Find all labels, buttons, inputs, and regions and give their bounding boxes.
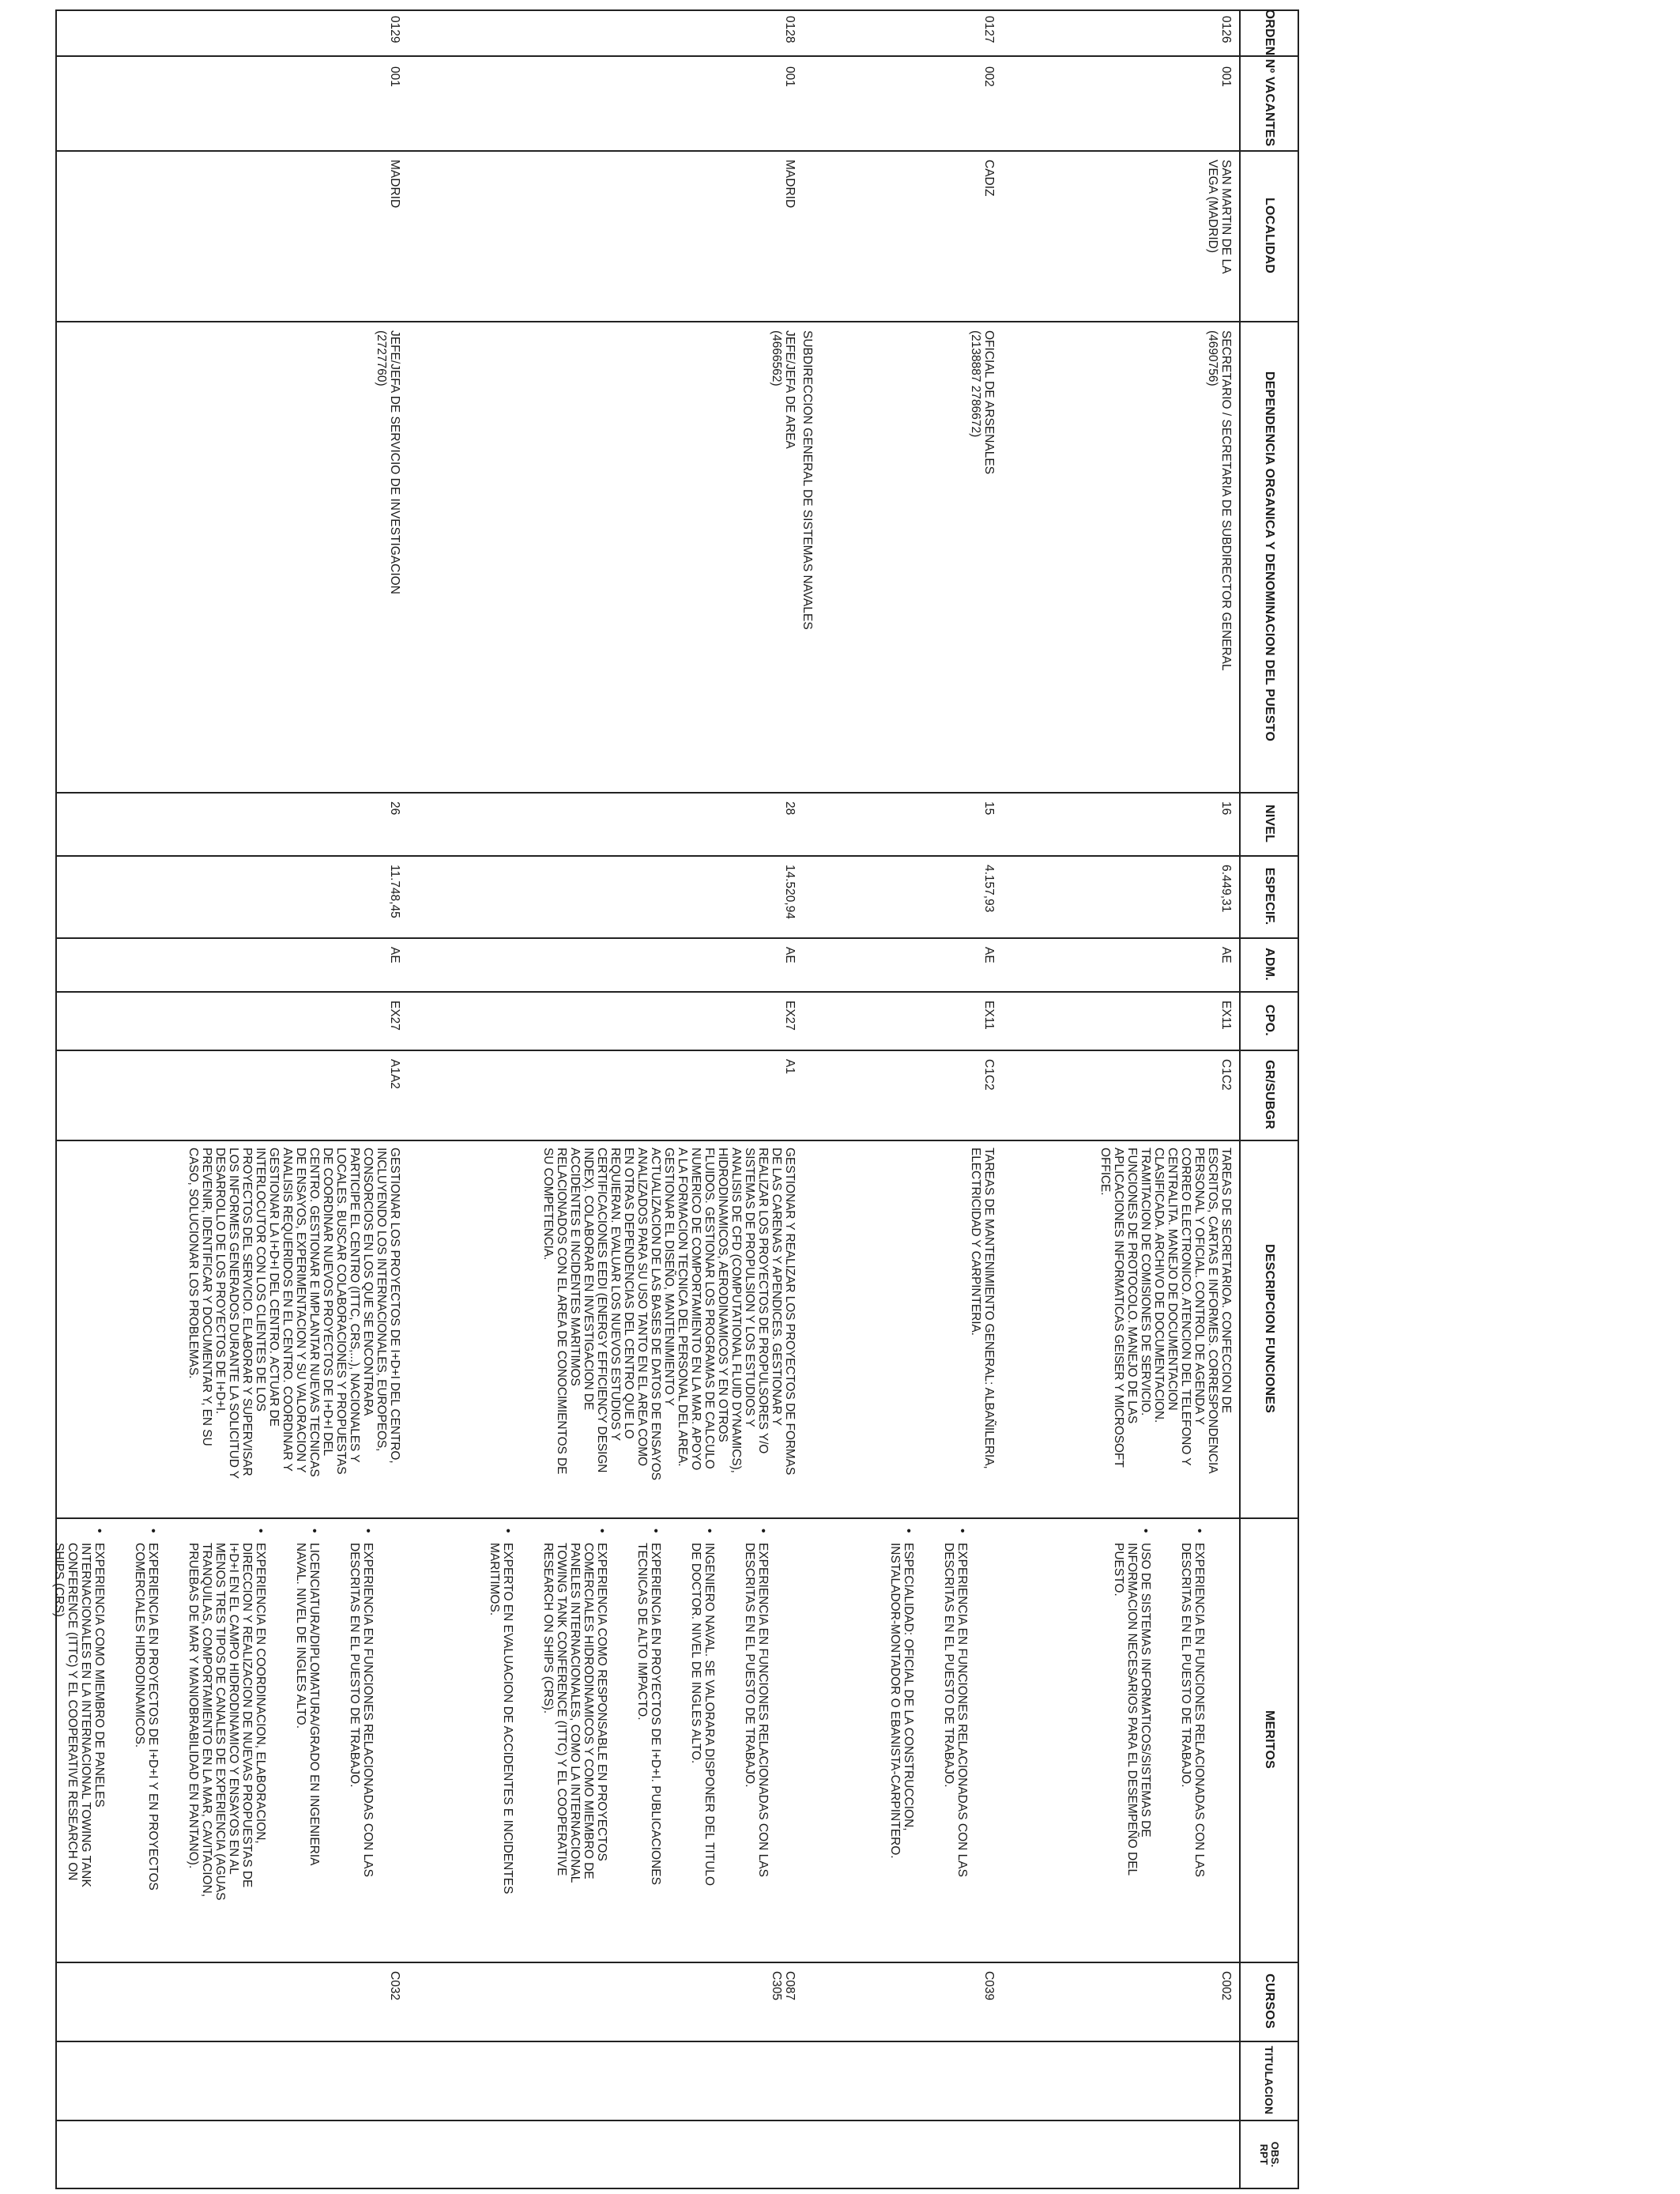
cell-cpo: EX11: [982, 1001, 996, 1030]
column-separator: [55, 991, 1299, 993]
header-funciones: DESCRIPCION FUNCIONES: [1263, 1244, 1276, 1413]
cell-nivel: 28: [783, 801, 797, 816]
column-separator: [55, 321, 1299, 322]
header-obs: OBS. RPT: [1258, 2141, 1281, 2168]
header-meritos: MERITOS: [1263, 1710, 1276, 1769]
cell-vacantes: 001: [388, 66, 401, 87]
cell-grupo: A1: [783, 1059, 797, 1074]
merito-item: • USO DE SISTEMAS INFORMATICOS/SISTEMAS DE INFORMACION NECESARIOS PARA EL DESEMPEÑO DEL PUESTO.: [1112, 1525, 1152, 1958]
header-vacantes: Nº VACANTES: [1263, 58, 1276, 147]
column-separator: [55, 855, 1299, 857]
cell-adm: AE: [982, 947, 996, 963]
header-nivel: NIVEL: [1263, 804, 1276, 843]
section-heading: SUBDIRECCION GENERAL DE SISTEMAS NAVALES: [800, 330, 814, 630]
cell-meritos: [461, 1525, 797, 1958]
table-header: [1239, 9, 1299, 2189]
cell-funciones: GESTIONAR LOS PROYECTOS DE I+D+I DEL CENTRO, INCLUYENDO LOS INTERNACIONALES, EUROPEOS, CONSORCIOS EN LOS QUE SE ENCONTRARA PARTICIPE EL CENTRO (ITTC, CRS,...), NACIONALES Y LOCALES. BUSCAR COLABORACIONES Y PROPUESTAS DE COORDINAR NUEVOS PROYECTOS DE I+D+I DEL CENTRO. GESTIONAR E IMPLANTAR NUEVAS TECNICAS DE ENSAYOS, EXPERIMENTACION Y SU VALORACION Y ANALISIS REQUERIDOS EN EL CENTRO. COORDINAR Y GESTIONAR LA I+D+I DEL CENTRO. ACTUAR DE INTERLOCUTOR CON LOS CLIENTES DE LOS PROYECTOS DEL SERVICIO. ELABORAR Y SUPERVISAR LOS INFORMES GENERADOS DURANTE LA SOLICITUD Y DESARROLLO DE LOS PROYECTOS DE I+D+I. PREVENIR, IDENTIFICAR Y DOCUMENTAR Y, EN SU CASO, SOLUCIONAR LOS PROBLEMAS.: [186, 1148, 401, 1479]
cell-especif: 14.520,94: [783, 865, 797, 919]
merito-item: • LICENCIATURA/DIPLOMATURA/GRADO EN INGENIERIA NAVAL. NIVEL DE INGLES ALTO.: [294, 1525, 321, 1958]
cell-localidad: CADIZ: [982, 160, 996, 197]
column-separator: [55, 2188, 1299, 2189]
cell-nivel: 26: [388, 801, 401, 816]
cell-funciones: GESTIONAR Y REALIZAR LOS PROYECTOS DE FORMAS DE LAS CARENAS Y APENDICES. GESTIONAR Y REALIZAR LOS PROYECTOS DE PROPULSORES Y/O SISTEMAS DE PROPULSION Y LOS ESTUDIOS Y ANALISIS DE CFD (COMPUTATIONAL FLUID DYNAMICS), HIDRODINAMICOS, AERODINAMICOS Y EN OTROS FLUIDOS. GESTIONAR LOS PROGRAMAS DE CALCULO NUMERICO DE COMPORTAMIENTO EN LA MAR. APOYO A LA FORMACION TECNICA DEL PERSONAL DEL AREA. GESTIONAR EL DISEÑO, MANTENIMIENTO Y ACTUALIZACION DE LAS BASES DE DATOS DE ENSAYOS ANALIZADOS PARA SU USO TANTO EN EL AREA COMO EN OTRAS DEPENDENCIAS DEL CENTRO QUE LO REQUIERAN. EVALUAR LOS NUEVOS ESTUDIOS Y CERTIFICACIONES EEDI (ENERGY EFFICIENCY DESIGN INDEX). COLABORAR EN INVESTIGACION DE ACCIDENTES E INCIDENTES MARITIMOS RELACIONADOS CON EL AREA DE CONOCIMIENTOS DE SU COMPETENCIA.: [541, 1148, 797, 1480]
column-separator: [55, 2120, 1299, 2121]
header-orden: ORDEN: [1263, 9, 1276, 56]
cell-localidad: SAN MARTIN DE LA VEGA (MADRID): [1206, 160, 1233, 274]
header-especif: ESPECIF.: [1263, 867, 1276, 925]
cell-puesto: OFICIAL DE ARSENALES (2138887 2786672): [969, 330, 996, 475]
cell-grupo: C1C2: [1219, 1059, 1233, 1091]
header-dependencia: DEPENDENCIA ORGANICA Y DENOMINACION DEL PUESTO: [1263, 371, 1276, 742]
header-cursos: CURSOS: [1263, 1973, 1276, 2029]
cell-especif: 4.157,93: [982, 865, 996, 913]
cell-nivel: 15: [982, 801, 996, 816]
cell-cursos: C032: [388, 1971, 401, 2001]
cell-localidad: MADRID: [783, 160, 797, 209]
cell-meritos: [1085, 1525, 1233, 1958]
cell-puesto: JEFE/JEFA DE AREA (4666562): [770, 330, 797, 449]
merito-item: • EXPERIENCIA EN PROYECTOS DE I+D+I. PUBLICACIONES TECNICAS DE ALTO IMPACTO.: [635, 1525, 662, 1958]
cell-cursos: C087 C305: [770, 1971, 797, 2001]
cell-orden: 0126: [1219, 16, 1233, 43]
cell-puesto: SECRETARIO / SECRETARIA DE SUBDIRECTOR GENERAL (4690756): [1206, 330, 1233, 671]
cell-cpo: EX27: [783, 1001, 797, 1031]
cell-cursos: C002: [1219, 1971, 1233, 2001]
column-separator: [55, 150, 1299, 152]
cell-adm: AE: [783, 947, 797, 963]
merito-item: • EXPERIENCIA COMO RESPONSABLE EN PROYECTOS COMERCIALES HIDRODINAMICOS Y COMO MIEMBRO DE PANELES INTERNACIONALES, COMO LA INTERNACIONAL TOWING TANK CONFERENCE (ITTC) Y EL COOPERATIVE RESEARCH ON SHIPS (CRS).: [541, 1525, 608, 1958]
column-separator: [55, 792, 1299, 794]
cell-vacantes: 001: [783, 66, 797, 87]
cell-meritos: [861, 1525, 996, 1958]
cell-especif: 11.748,45: [388, 865, 401, 918]
cell-especif: 6.449,31: [1219, 865, 1233, 913]
cell-funciones: TAREAS DE SECRETARIOA. CONFECCION DE ESCRITOS, CARTAS E INFORMES. CORRESPONDENCIA PERSONAL Y OFICIAL. CONTROL DE AGENDA Y CORREO ELECTRONICO. ATENCION DEL TELEFONO Y CENTRALITA. MANEJO DE DOCUMENTACION CLASIFICADA. ARCHIVO DE DOCUMENTACION. TRAMITACION DE COMISIONES DE SERVICIO. FUNCIONES DE PROTOCOLO. MANEJO DE LAS APLICACIONES INFORMATICAS GEISER Y MICROSOFT OFFICE.: [1098, 1148, 1233, 1474]
merito-item: • EXPERIENCIA COMO MIEMBRO DE PANELES INTERNACIONALES EN LA INTERNACIONAL TOWING TANK CONFERENCE (ITTC) Y EL COOPERATIVE RESEARCH ON SHIPS (CRS).: [52, 1525, 106, 1958]
cell-cursos: C039: [982, 1971, 996, 2001]
cell-meritos: [25, 1525, 401, 1958]
header-grupo: GR/SUBGR: [1263, 1060, 1276, 1129]
header-adm: ADM.: [1263, 948, 1276, 981]
cell-grupo: A1A2: [388, 1059, 401, 1089]
header-localidad: LOCALIDAD: [1263, 197, 1276, 273]
merito-item: • EXPERIENCIA EN FUNCIONES RELACIONADAS CON LAS DESCRITAS EN EL PUESTO DE TRABAJO.: [348, 1525, 375, 1958]
column-separator: [55, 1962, 1299, 1963]
merito-item: • EXPERTO EN EVALUACION DE ACCIDENTES E INCIDENTES MARITIMOS.: [488, 1525, 514, 1958]
merito-item: • EXPERIENCIA EN FUNCIONES RELACIONADAS CON LAS DESCRITAS EN EL PUESTO DE TRABAJO.: [942, 1525, 969, 1958]
cell-orden: 0128: [783, 16, 797, 43]
merito-item: • EXPERIENCIA EN FUNCIONES RELACIONADAS CON LAS DESCRITAS EN EL PUESTO DE TRABAJO.: [743, 1525, 770, 1958]
column-separator: [55, 9, 1299, 11]
header-cpo: CPO.: [1263, 1005, 1276, 1036]
merito-item: • INGENIERO NAVAL. SE VALORARA DISPONER DEL TITULO DE DOCTOR. NIVEL DE INGLES ALTO.: [689, 1525, 716, 1958]
cell-puesto: JEFE/JEFA DE SERVICIO DE INVESTIGACION (2727760): [375, 330, 401, 594]
cell-funciones: TAREAS DE MANTENIMIENTO GENERAL: ALBAÑILERIA, ELECTRICIDAD Y CARPINTERIA.: [969, 1148, 996, 1469]
cell-orden: 0127: [982, 16, 996, 43]
column-separator: [55, 1517, 1299, 1519]
cell-orden: 0129: [388, 16, 401, 43]
cell-adm: AE: [1219, 947, 1233, 963]
vacancy-table: [52, 9, 1299, 2189]
column-separator: [55, 937, 1299, 939]
merito-item: • EXPERIENCIA EN FUNCIONES RELACIONADAS CON LAS DESCRITAS EN EL PUESTO DE TRABAJO.: [1179, 1525, 1206, 1958]
merito-item: • ESPECIALIDAD: OFICIAL DE LA CONSTRUCCION, INSTALADOR-MONTADOR O EBANISTA-CARPINTERO.: [888, 1525, 915, 1958]
cell-grupo: C1C2: [982, 1059, 996, 1091]
header-titulacion: TITULACION: [1263, 2045, 1275, 2115]
cell-cpo: EX27: [388, 1001, 401, 1031]
cell-cpo: EX11: [1219, 1001, 1233, 1030]
cell-vacantes: 001: [1219, 66, 1233, 87]
cell-localidad: MADRID: [388, 160, 401, 209]
column-separator: [55, 55, 1299, 57]
column-separator: [55, 1140, 1299, 1141]
merito-item: • EXPERIENCIA EN COORDINACION, ELABORACION, DIRECCION Y REALIZACION DE NUEVAS PROPUESTAS DE I+D+I EN EL CAMPO HIDRODINAMICO Y ENSAYOS EN AL MENOS TRES TIPOS DE CANALES DE EXPERIENCIA (AGUAS TRANQUILAS, COMPORTAMIENTO EN LA MAR, CAVITACION, PRUEBAS DE MAR Y MANIOBRABILIDAD EN PANTANO).: [186, 1525, 267, 1958]
column-separator: [55, 2041, 1299, 2042]
merito-item: • EXPERIENCIA EN PROYECTOS DE I+D+I Y EN PROYECTOS COMERCIALES HIDRODINAMICOS.: [133, 1525, 160, 1958]
cell-nivel: 16: [1219, 801, 1233, 816]
column-separator: [55, 1050, 1299, 1051]
cell-vacantes: 002: [982, 66, 996, 87]
cell-adm: AE: [388, 947, 401, 963]
